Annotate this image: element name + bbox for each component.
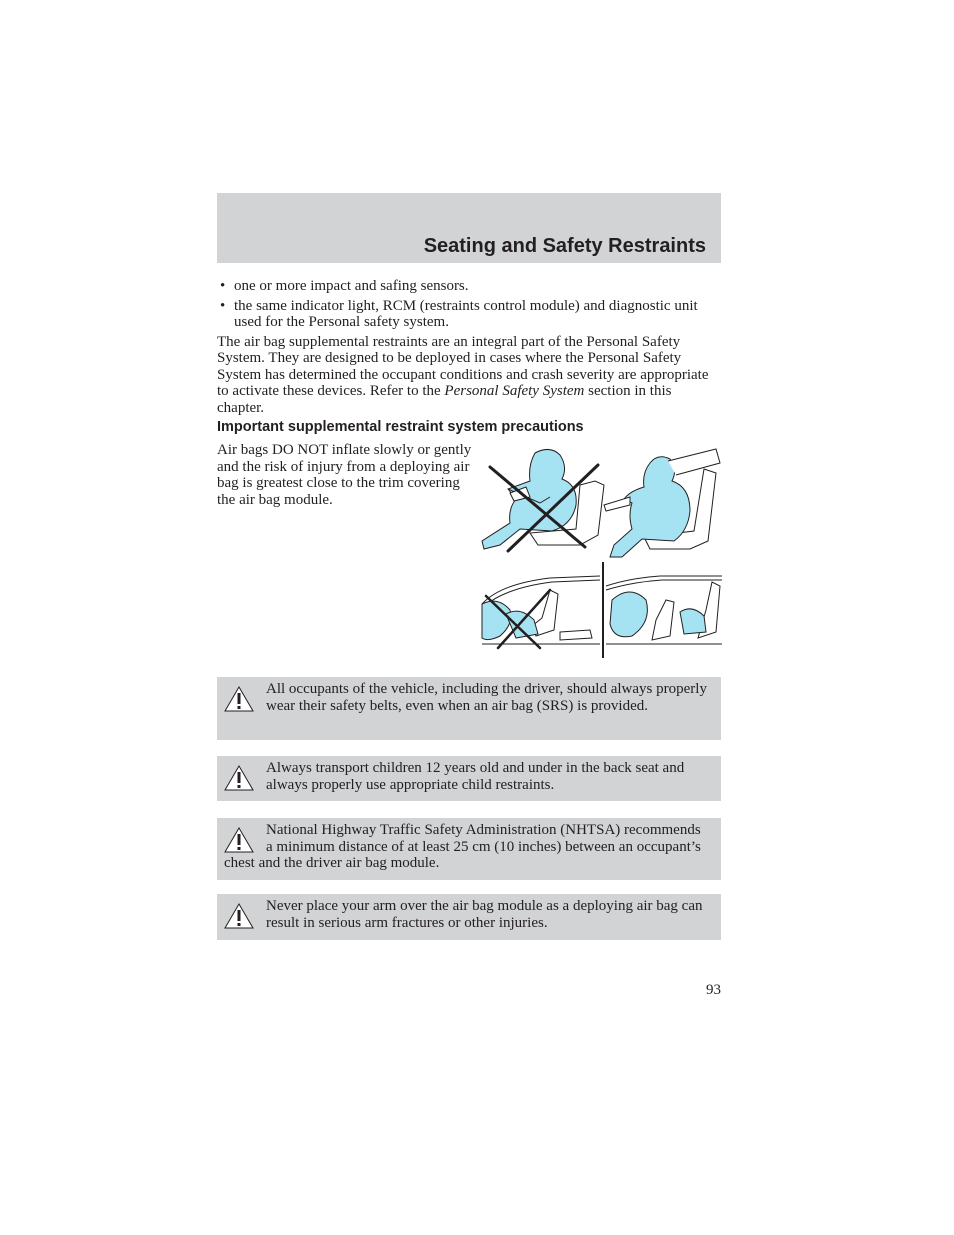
section-reference: Personal Safety System xyxy=(444,383,585,399)
steering-wheel-right xyxy=(604,497,630,511)
bullet-list xyxy=(217,278,721,331)
warning-text: Never place your arm over the air bag module as a deploying air bag can result in serious arm fractures or other injuries. xyxy=(266,898,703,931)
precautions-heading: Important supplemental restraint system precautions xyxy=(217,419,584,435)
warning-triangle-icon xyxy=(224,686,254,712)
bullet-item: • the same indicator light, RCM (restraints control module) and diagnostic unit used for the Personal safety system. xyxy=(217,298,721,331)
child-seat-illustration xyxy=(480,560,722,660)
intro-text: The air bag supplemental restraints are an integral part of the Personal Safety System. They are designed to be deployed in cases where the Personal Safety System has determined the occupant conditions and crash severity are appropriate to activate these devices. Refer to the xyxy=(217,333,709,399)
warning-triangle-icon xyxy=(224,827,254,853)
warning-triangle-icon xyxy=(224,765,254,791)
warning-text: National Highway Traffic Safety Administration (NHTSA) recommends a minimum distance of at least 25 cm (10 inches) between an occupant’s chest and the driver air bag module. xyxy=(224,822,701,871)
intro-paragraph xyxy=(217,334,721,417)
body-text xyxy=(217,278,721,416)
warning-box xyxy=(217,756,721,801)
airbag-paragraph: Air bags DO NOT inflate slowly or gently and the risk of injury from a deploying air bag is greatest close to the trim covering the air bag module. xyxy=(217,442,472,508)
warning-text: Always transport children 12 years old and under in the back seat and always properly use appropriate child restraints. xyxy=(266,760,685,793)
seating-position-illustration xyxy=(480,445,722,560)
intro-text-end: section in this chapter. xyxy=(217,383,672,416)
seat xyxy=(652,600,674,640)
page-number: 93 xyxy=(706,982,721,998)
child-seat-icon xyxy=(680,609,706,634)
warning-text: All occupants of the vehicle, including the driver, should always properly wear their safety belts, even when an air bag (SRS) is provided. xyxy=(266,681,707,714)
warning-triangle-icon xyxy=(224,903,254,929)
warning-box xyxy=(217,677,721,740)
deployed-airbag-icon xyxy=(610,592,647,637)
section-header xyxy=(217,193,721,263)
bullet-item: • one or more impact and safing sensors. xyxy=(217,278,721,295)
warning-box xyxy=(217,818,721,880)
warning-box xyxy=(217,894,721,940)
section-title: Seating and Safety Restraints xyxy=(423,235,706,257)
